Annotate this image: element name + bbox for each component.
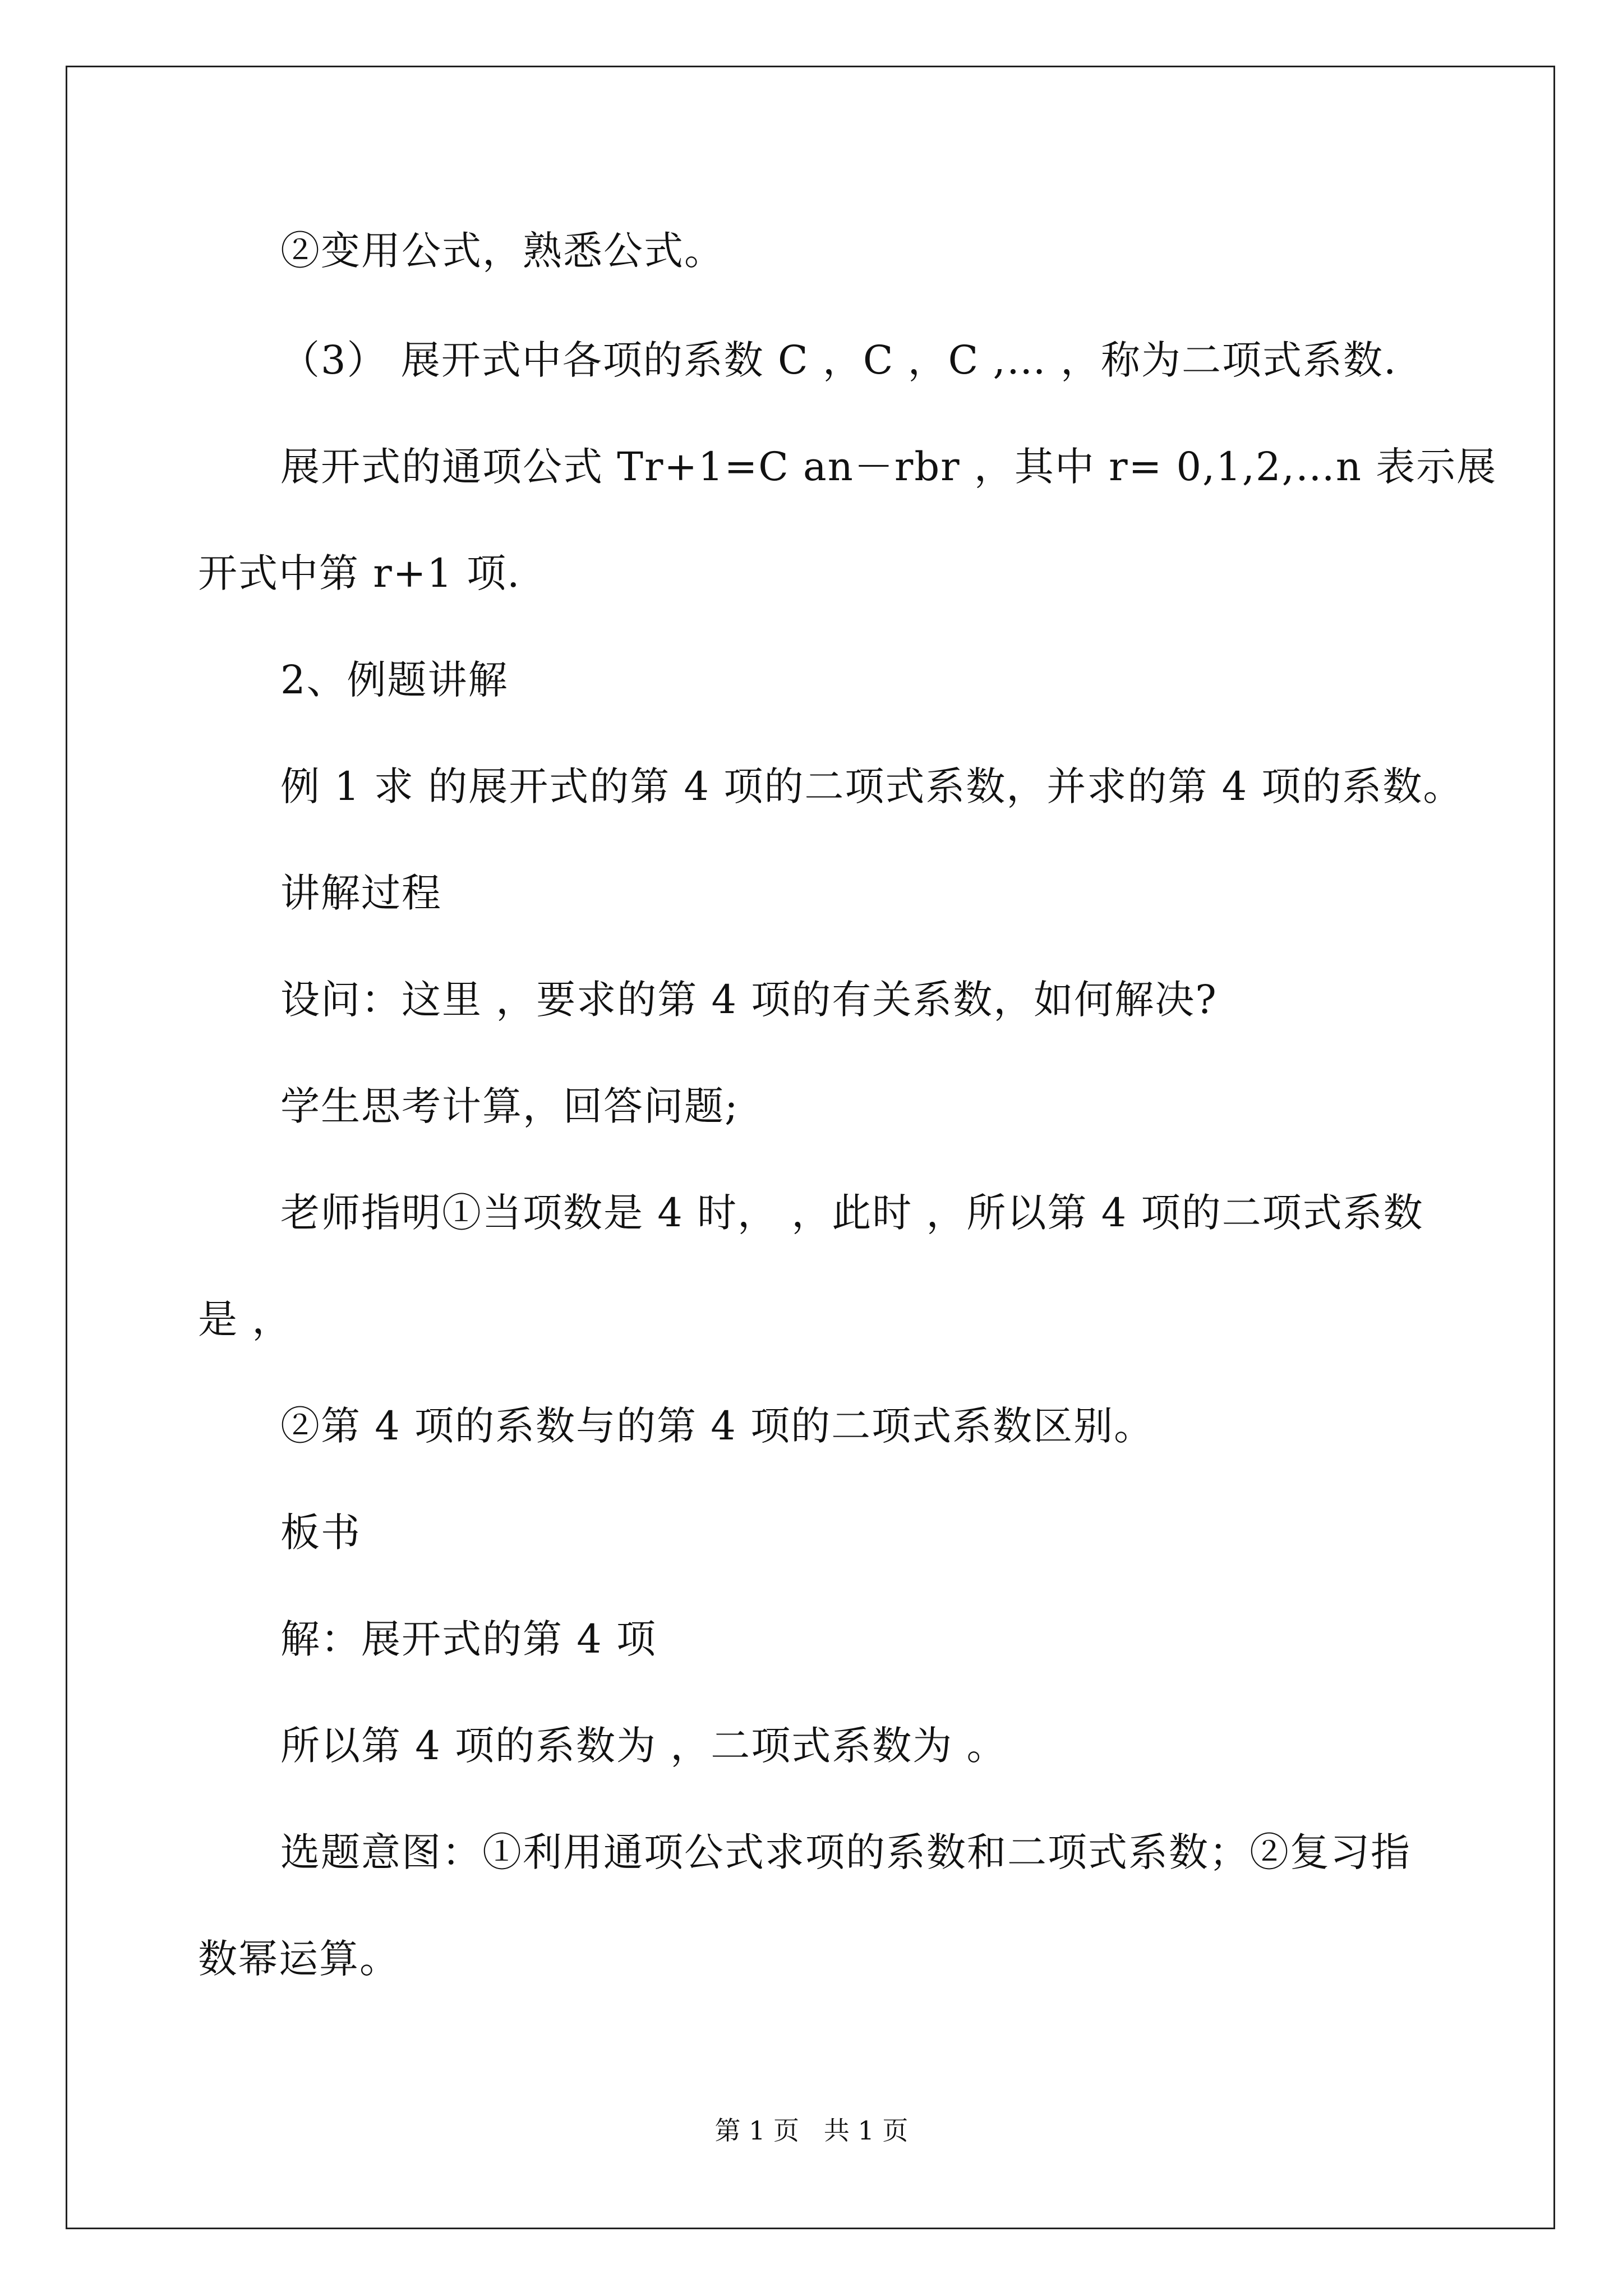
text-line-2: （3） 展开式中各项的系数 C ，C ，C ,… ，称为二项式系数. [280, 337, 1398, 383]
text-line-3: 展开式的通项公式 Tr+1=C an－rbr ，其中 r= 0,1,2,…n 表示展 [280, 444, 1497, 490]
text-line-difference: ②第 4 项的系数与的第 4 项的二项式系数区别。 [280, 1403, 1155, 1449]
text-line-intent: 选题意图：①利用通项公式求项的系数和二项式系数；②复习指 [280, 1829, 1411, 1875]
text-line-board: 板书 [280, 1510, 361, 1556]
text-line-question: 设问：这里 ，要求的第 4 项的有关系数，如何解决? [280, 977, 1218, 1023]
text-line-4: 开式中第 r+1 项. [198, 550, 521, 596]
section-heading-example: 2、例题讲解 [280, 657, 509, 703]
page-footer: 第 1 页 共 1 页 [714, 2115, 909, 2146]
text-line-intent-cont: 数幂运算。 [198, 1936, 400, 1982]
text-line-coefficients: 所以第 4 项的系数为 ，二项式系数为 。 [280, 1723, 1007, 1769]
text-line-1: ②变用公式，熟悉公式。 [280, 228, 725, 274]
text-line-student: 学生思考计算，回答问题; [280, 1083, 739, 1129]
text-line-solution: 解：展开式的第 4 项 [280, 1616, 657, 1662]
text-line-example-1: 例 1 求 的展开式的第 4 项的二项式系数，并求的第 4 项的系数。 [280, 763, 1464, 809]
text-line-teacher-cont: 是 ， [198, 1296, 293, 1342]
text-line-teacher: 老师指明①当项数是 4 时， ，此时 ，所以第 4 项的二项式系数 [280, 1190, 1424, 1236]
page-border [66, 66, 1555, 2229]
text-line-process: 讲解过程 [280, 870, 442, 916]
